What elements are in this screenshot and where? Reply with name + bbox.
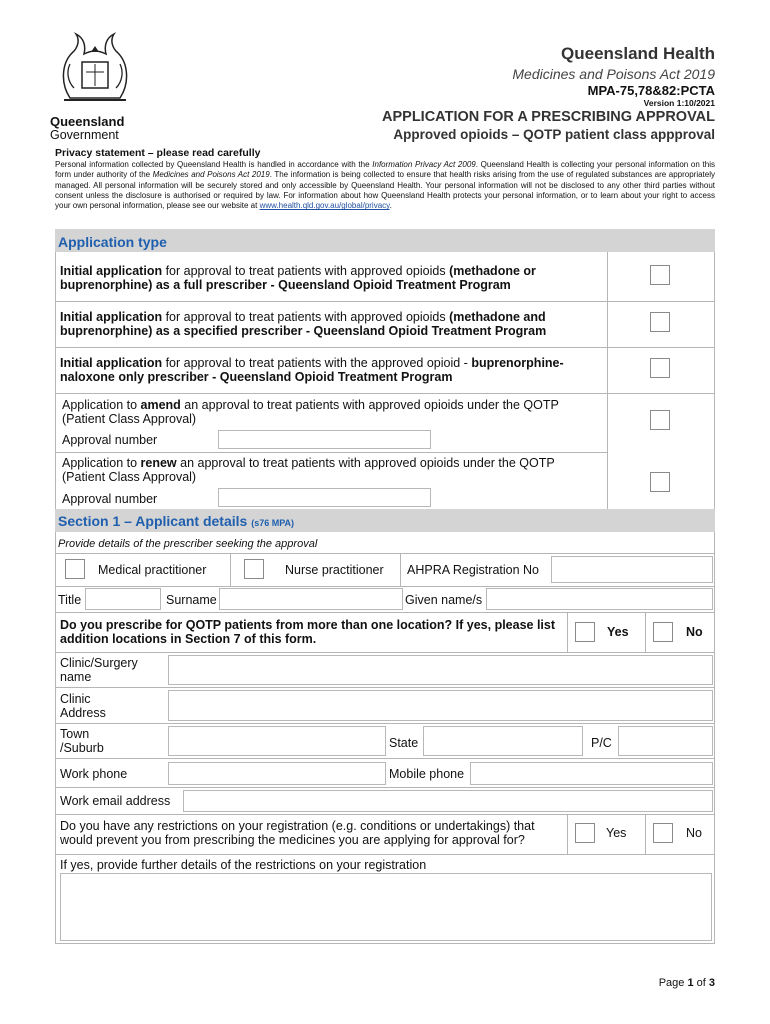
coat-of-arms-icon — [50, 28, 140, 108]
opt3-b: for approval to treat patients with the approved opioid - — [162, 356, 472, 370]
restrictions-no-label: No — [686, 826, 702, 840]
app-option-2-label — [60, 310, 600, 338]
privacy-heading: Privacy statement – please read carefully — [55, 147, 261, 159]
work-phone-label: Work phone — [60, 767, 128, 781]
surname-label: Surname — [166, 593, 217, 607]
privacy-text-1: Personal information collected by Queensland Health is handled in accordance with the — [55, 160, 373, 169]
section-1-title: Section 1 – Applicant details — [58, 513, 248, 529]
page-total: 3 — [708, 977, 715, 989]
restrictions-yes-label: Yes — [606, 826, 627, 840]
privacy-act-2: Medicines and Poisons Act 2019 — [152, 170, 270, 180]
opt3-a: Initial application — [60, 356, 163, 370]
opt4-b: amend — [140, 398, 181, 412]
title-input[interactable] — [85, 588, 161, 610]
mobile-phone-label: Mobile phone — [389, 767, 465, 781]
opt3-c: buprenorphine-naloxone only prescriber - Queensland Opioid Treatment Program — [60, 356, 564, 384]
logo-text-government: Government — [50, 128, 119, 142]
multi-location-yes-label: Yes — [607, 625, 629, 639]
postcode-label: P/C — [591, 736, 612, 750]
multi-location-no-checkbox[interactable] — [653, 622, 673, 642]
app-option-3-checkbox[interactable] — [650, 358, 670, 378]
state-label: State — [389, 736, 419, 750]
page-label: Page — [658, 977, 688, 989]
opt1-b: for approval to treat patients with approved opioids — [162, 264, 450, 278]
opt5-b: renew — [140, 456, 177, 470]
privacy-text-3: . The information is being collected to ensure that health risks arising from the use of regulated substances are appropriately managed. All personal information will be securely stored and only accessible by Queensland Health. Your personal information will not be disclosed to any other third parties without consent unless the disclosure is authorised or required by law. For information about how Queensland Health protects your personal information, or to learn about your right to access your own personal information, please see our website at — [55, 170, 715, 211]
form-subtitle: Approved opioids – QOTP patient class appproval — [393, 127, 715, 142]
restrictions-yes-checkbox[interactable] — [575, 823, 595, 843]
amend-approval-number-input[interactable] — [218, 430, 431, 449]
mobile-phone-input[interactable] — [470, 762, 713, 785]
opt1-c: (methadone or buprenorphine) as a full prescriber - Queensland Opioid Treatment Program — [60, 264, 536, 292]
page-of: of — [693, 977, 709, 989]
header-form-code: MPA-75,78&82:PCTA — [587, 83, 715, 98]
ahpra-label: AHPRA Registration No — [407, 563, 540, 577]
app-option-1-label — [60, 264, 600, 292]
given-names-label: Given name/s — [405, 593, 483, 607]
opt2-a: Initial application — [60, 310, 163, 324]
privacy-statement — [55, 160, 715, 211]
given-names-input[interactable] — [486, 588, 713, 610]
town-input[interactable] — [168, 726, 386, 756]
privacy-text-2: . Queensland Health is collecting your personal information on this form under authority of the — [55, 160, 716, 180]
surname-input[interactable] — [219, 588, 403, 610]
multi-location-question: Do you prescribe for QOTP patients from more than one location? If yes, please list addition locations in Section 7 of this form. — [60, 618, 556, 646]
app-option-2-checkbox[interactable] — [650, 312, 670, 332]
nurse-practitioner-checkbox[interactable] — [244, 559, 264, 579]
opt4-c: an approval to treat patients with approved opioids under the QOTP (Patient Class Approval) — [62, 398, 559, 426]
opt2-b: for approval to treat patients with approved opioids — [162, 310, 450, 324]
renew-approval-number-label: Approval number — [62, 492, 158, 506]
clinic-address-input[interactable] — [168, 690, 713, 721]
app-option-1-checkbox[interactable] — [650, 265, 670, 285]
privacy-link[interactable]: www.health.qld.gov.au/global/privacy — [259, 201, 390, 211]
section-1-heading — [55, 509, 715, 532]
privacy-end: . — [389, 201, 392, 211]
multi-location-no-label: No — [686, 625, 703, 639]
application-type-title: Application type — [58, 234, 167, 250]
opt5-a: Application to — [62, 456, 141, 470]
header-act: Medicines and Poisons Act 2019 — [512, 66, 715, 82]
restrictions-no-checkbox[interactable] — [653, 823, 673, 843]
section-1-ref: (s76 MPA) — [251, 518, 295, 528]
page-current: 1 — [687, 977, 694, 989]
town-label: Town /Suburb — [60, 727, 104, 755]
section-1-instruction: Provide details of the prescriber seeking the approval — [58, 538, 318, 550]
logo-text-queensland: Queensland — [50, 114, 125, 129]
nurse-practitioner-label: Nurse practitioner — [285, 563, 384, 577]
renew-approval-number-input[interactable] — [218, 488, 431, 507]
medical-practitioner-label: Medical practitioner — [98, 563, 207, 577]
work-email-input[interactable] — [183, 790, 713, 812]
work-email-label: Work email address — [60, 794, 171, 808]
clinic-name-input[interactable] — [168, 655, 713, 685]
title-label: Title — [58, 593, 82, 607]
opt1-a: Initial application — [60, 264, 163, 278]
restrictions-details-label: If yes, provide further details of the restrictions on your registration — [60, 858, 427, 872]
medical-practitioner-checkbox[interactable] — [65, 559, 85, 579]
app-option-4-checkbox[interactable] — [650, 410, 670, 430]
opt2-c: (methadone and buprenorphine) as a specified prescriber - Queensland Opioid Treatment Program — [60, 310, 547, 338]
form-title: APPLICATION FOR A PRESCRIBING APPROVAL — [382, 109, 715, 125]
app-option-5-label — [62, 456, 592, 484]
work-phone-input[interactable] — [168, 762, 386, 785]
opt4-a: Application to — [62, 398, 141, 412]
restrictions-details-textarea[interactable] — [60, 873, 712, 941]
header-version: Version 1:10/2021 — [643, 98, 715, 108]
page-number — [659, 977, 715, 989]
app-option-5-checkbox[interactable] — [650, 472, 670, 492]
header-org: Queensland Health — [561, 44, 715, 63]
ahpra-input[interactable] — [551, 556, 713, 583]
amend-approval-number-label: Approval number — [62, 433, 158, 447]
opt5-c: an approval to treat patients with approved opioids under the QOTP (Patient Class Approval) — [62, 456, 555, 484]
clinic-address-label: Clinic Address — [60, 692, 106, 720]
multi-location-yes-checkbox[interactable] — [575, 622, 595, 642]
app-option-3-label — [60, 356, 600, 384]
postcode-input[interactable] — [618, 726, 713, 756]
queensland-government-logo — [50, 28, 140, 142]
application-type-heading — [55, 229, 715, 252]
restrictions-question: Do you have any restrictions on your registration (e.g. conditions or undertakings) that would prevent you from prescribing the medicines you are applying for approval for? — [60, 819, 535, 847]
privacy-act-1: Information Privacy Act 2009 — [372, 160, 476, 169]
state-input[interactable] — [423, 726, 583, 756]
clinic-name-label: Clinic/Surgery name — [60, 656, 138, 684]
app-option-4-label — [62, 398, 592, 426]
